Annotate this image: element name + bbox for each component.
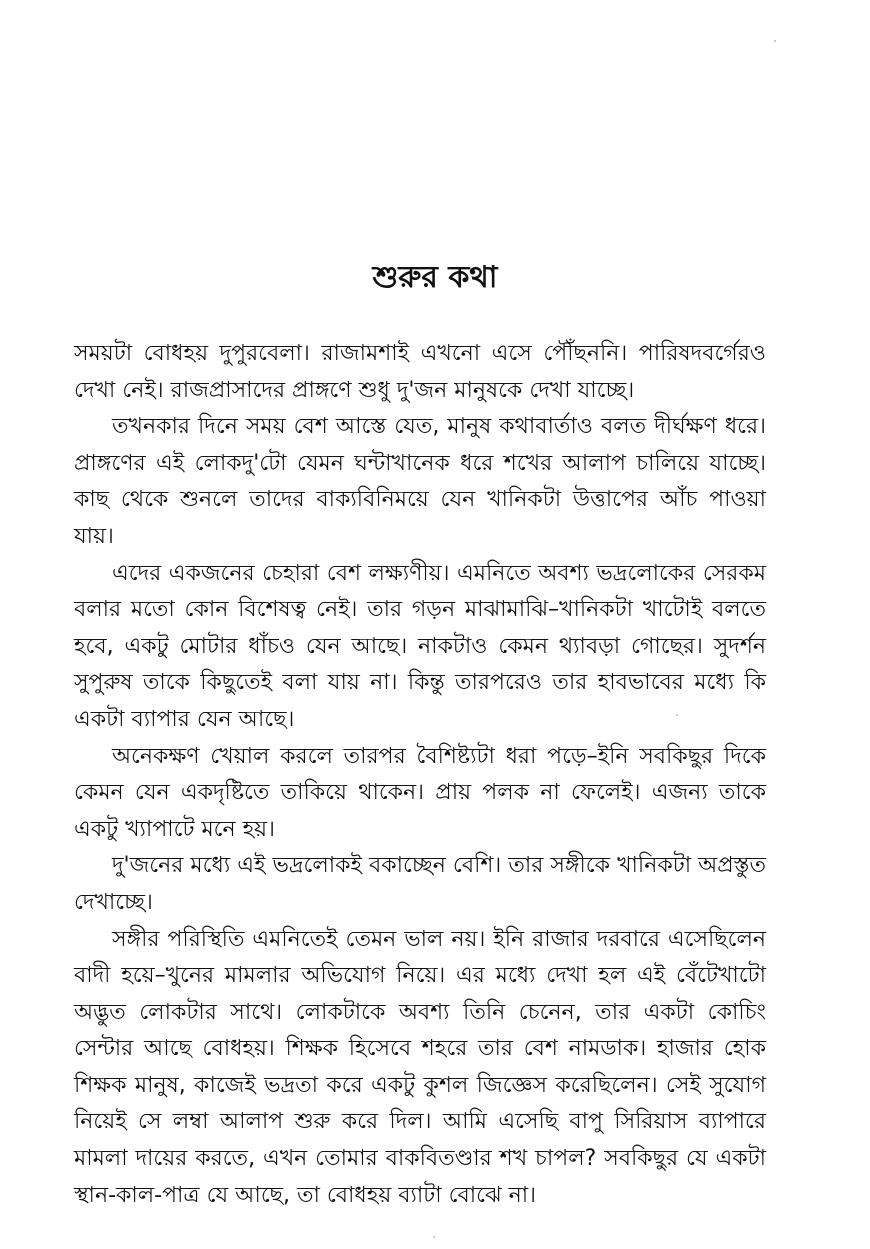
scan-speck xyxy=(774,40,776,42)
chapter-title: শুরুর কথা xyxy=(372,260,498,295)
paragraph-6: সঙ্গীর পরিস্থিতি এমনিতেই তেমন ভাল নয়। ইনি রাজার দরবারে এসেছিলেন বাদী হয়ে–খুনের মামলার অভিযোগ নিয়ে। এর মধ্যে দেখা হল এই বেঁটেখাটো অদ্ভুত লোকটার সাথে। লোকটাকে অবশ্য তিনি চেনেন, তার একটা কোচিং সেন্টার আছে বোধহয়। শিক্ষক হিসেবে শহরে তার বেশ নামডাক। হাজার হোক শিক্ষক মানুষ, কাজেই ভদ্রতা করে একটু কুশল জিজ্ঞেস করেছিলেন। সেই সুযোগ নিয়েই সে লম্বা আলাপ শুরু করে দিল। আমি এসেছি বাপু সিরিয়াস ব্যাপারে মামলা দায়ের করতে, এখন তোমার বাকবিতণ্ডার শখ চাপল? সবকিছুর যে একটা স্থান-কাল-পাত্র যে আছে, তা বোধহয় ব্যাটা বোঝে না। xyxy=(74,926,766,1208)
paragraph-3: এদের একজনের চেহারা বেশ লক্ষ্যণীয়। এমনিতে অবশ্য ভদ্রলোকের সেরকম বলার মতো কোন বিশেষত্ব নেই। তার গড়ন মাঝামাঝি–খানিকটা খাটোই বলতে হবে, একটু মোটার ধাঁচও যেন আছে। নাকটাও কেমন থ্যাবড়া গোছের। সুদর্শন সুপুরুষ তাকে কিছুতেই বলা যায় না। কিন্তু তারপরেও তার হাবভাবের মধ্যে কি একটা ব্যাপার যেন আছে। xyxy=(74,560,766,732)
paragraph-4: অনেকক্ষণ খেয়াল করলে তারপর বৈশিষ্ট্যটা ধরা পড়ে–ইনি সবকিছুর দিকে কেমন যেন একদৃষ্টিতে তাকিয়ে থাকেন। প্রায় পলক না ফেলেই। এজন্য তাকে একটু খ্যাপাটে মনে হয়। xyxy=(74,743,766,842)
scan-speck xyxy=(676,714,678,716)
scan-speck xyxy=(433,1236,435,1238)
paragraph-5: দু'জনের মধ্যে এই ভদ্রলোকই বকাচ্ছেন বেশি। তার সঙ্গীকে খানিকটা অপ্রস্তুত দেখাচ্ছে। xyxy=(74,853,766,915)
chapter-body xyxy=(74,336,766,1214)
paragraph-1: সময়টা বোধহয় দুপুরবেলা। রাজামশাই এখনো এসে পৌঁছননি। পারিষদবর্গেরও দেখা নেই। রাজপ্রাসাদের প্রাঙ্গণে শুধু দু'জন মানুষকে দেখা যাচ্ছে। xyxy=(74,341,766,403)
paragraph-2: তখনকার দিনে সময় বেশ আস্তে যেত, মানুষ কথাবার্তাও বলত দীর্ঘক্ষণ ধরে। প্রাঙ্গণের এই লোকদু'টো যেমন ঘন্টাখানেক ধরে শখের আলাপ চালিয়ে যাচ্ছে। কাছ থেকে শুনলে তাদের বাক্যবিনিময়ে যেন খানিকটা উত্তাপের আঁচ পাওয়া যায়। xyxy=(74,414,766,549)
